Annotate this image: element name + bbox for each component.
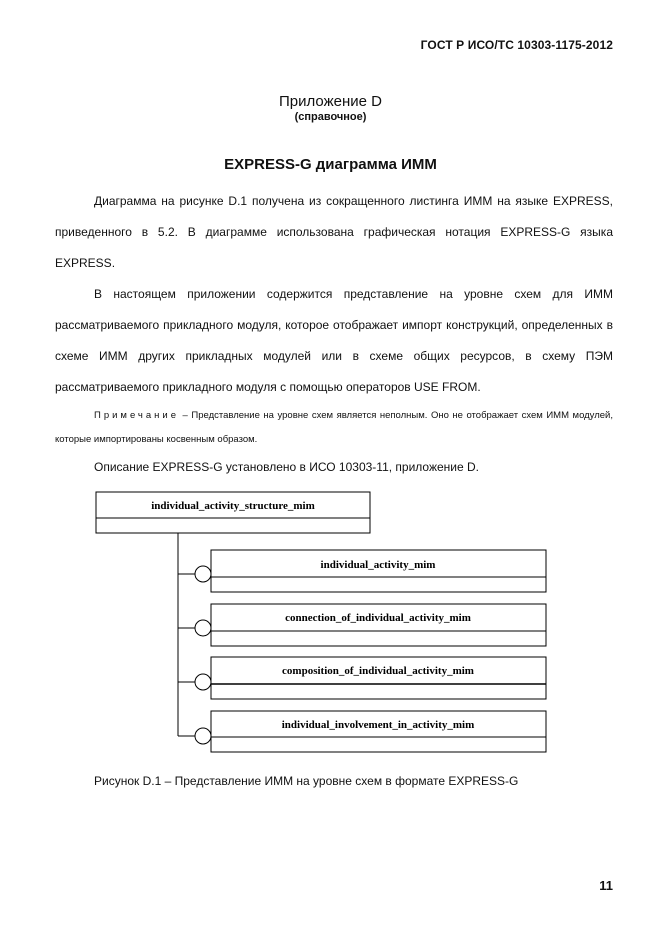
note-text: Представление на уровне схем является неполным. Оно не отображает схем ИММ модулей, которые импортированы косвенным образом. <box>55 410 613 445</box>
appendix-subtitle: (справочное) <box>294 111 367 123</box>
use-circle-4 <box>195 728 211 744</box>
expressg-description: Описание EXPRESS-G установлено в ИСО 10303-11, приложение D. <box>94 460 479 474</box>
note-label: Примечание <box>94 410 179 421</box>
paragraph-1-text: Диаграмма на рисунке D.1 получена из сокращенного листинга ИММ на языке EXPRESS, приведенного в 5.2. В диаграмме использована графическая нотация EXPRESS-G языка EXPRESS. <box>55 194 613 270</box>
paragraph-2-text: В настоящем приложении содержится представление на уровне схем для ИММ рассматриваемого прикладного модуля, которое отображает импорт конструкций, определенных в схеме ИММ других прикладных модулей или в схеме общих ресурсов, в схему ПЭМ рассматриваемого прикладного модуля с помощью операторов USE FROM. <box>55 287 613 394</box>
page-number: 11 <box>599 878 613 893</box>
document-code-header: ГОСТ Р ИСО/ТС 10303-1175-2012 <box>420 38 613 52</box>
appendix-title: Приложение D <box>279 93 382 110</box>
used-schema-box-2 <box>178 604 546 646</box>
use-circle-3 <box>195 674 211 690</box>
used-schema-box-4 <box>178 711 546 752</box>
section-title: EXPRESS-G диаграмма ИММ <box>224 156 437 173</box>
used-schema-label-4: individual_involvement_in_activity_mim <box>281 719 475 731</box>
used-schema-label-1: individual_activity_mim <box>320 559 436 571</box>
main-schema-box <box>96 492 370 533</box>
note-dash: – <box>182 410 188 421</box>
used-schema-box-1 <box>178 550 546 592</box>
use-circle-2 <box>195 620 211 636</box>
used-schema-box-3 <box>178 657 546 699</box>
use-circle-1 <box>195 566 211 582</box>
used-schema-label-3: composition_of_individual_activity_mim <box>282 665 474 677</box>
main-schema-label: individual_activity_structure_mim <box>151 500 315 512</box>
used-schema-label-2: connection_of_individual_activity_mim <box>285 612 471 624</box>
figure-caption: Рисунок D.1 – Представление ИММ на уровне схем в формате EXPRESS-G <box>94 774 519 788</box>
